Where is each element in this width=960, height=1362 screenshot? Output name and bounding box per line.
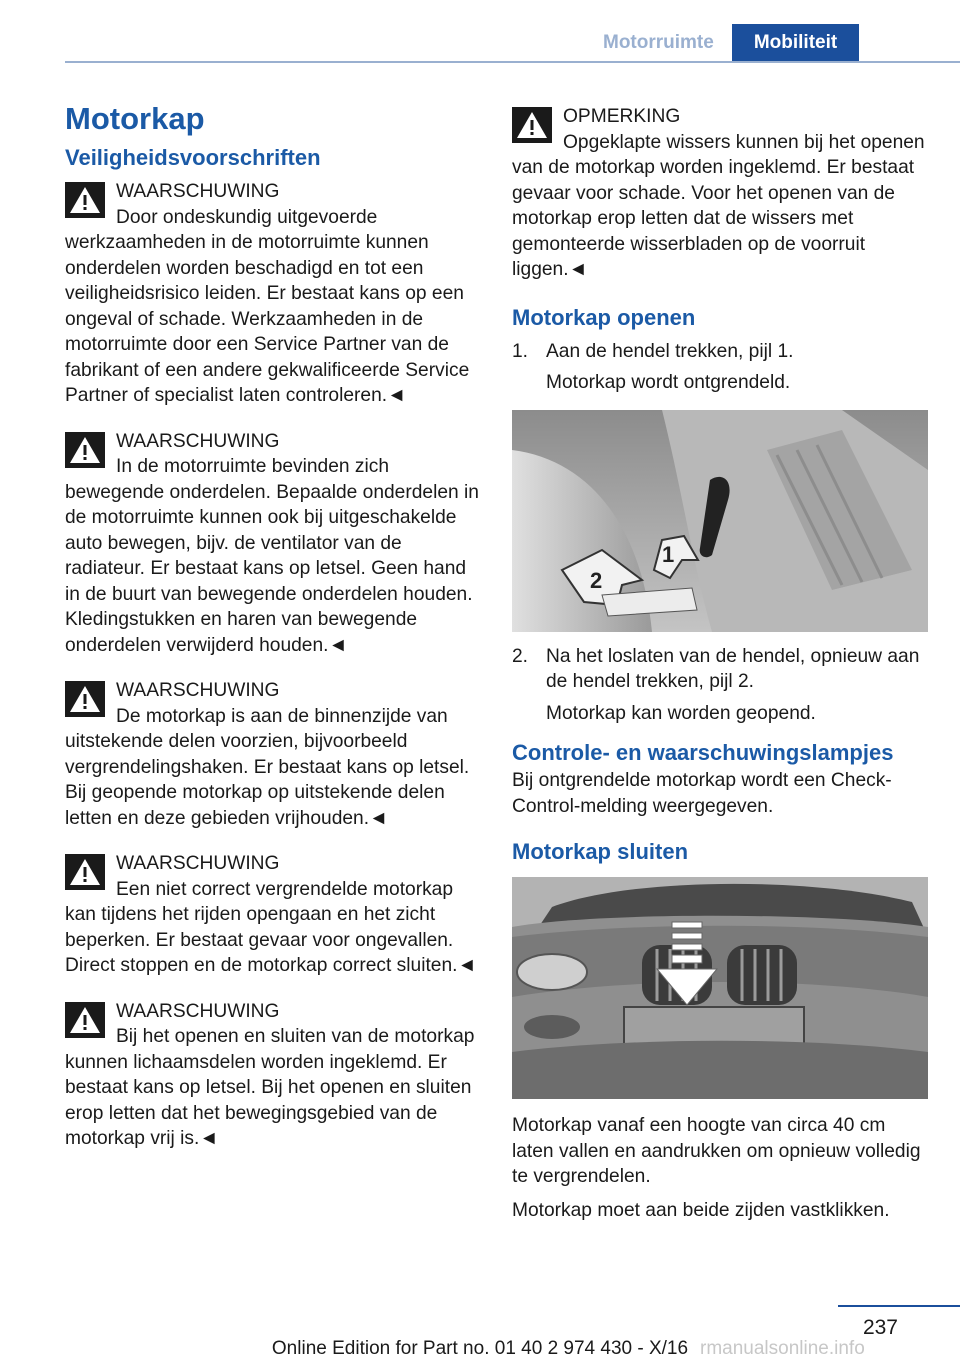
arrow-label-2: 2: [590, 567, 603, 593]
warning-triangle-icon: [65, 1002, 105, 1038]
warning-label: WAARSCHUWING: [116, 181, 280, 202]
lamps-text: Bij ontgrendelde motorkap wordt een Check-Control-melding weergegeven.: [512, 770, 892, 817]
section-heading-open: Motorkap openen: [512, 304, 696, 330]
warning-text: Bij het openen en sluiten van de motorkap kunnen lichaamsdelen worden ingeklemd. Er bestaat kans op letsel. Bij het openen en sluiten erop letten dat het bewegingsgebied van de motorkap vrij is.◄: [65, 1026, 475, 1149]
warning-label: WAARSCHUWING: [116, 680, 280, 701]
step-item: [512, 644, 932, 727]
warning-triangle-icon: [65, 182, 105, 218]
edition-text: Online Edition for Part no. 01 40 2 974 430 - X/16: [271, 1338, 689, 1359]
warning-text: De motorkap is aan de binnenzijde van uitstekende delen voorzien, bijvoorbeeld vergrendelingshaken. Er bestaat kans op letsel. Bij geopende motorkap op uitstekende delen letten en deze gebieden vrijhouden.◄: [65, 705, 470, 829]
warning-block: [65, 851, 485, 979]
warning-triangle-icon: [512, 107, 552, 143]
note-text: Opgeklapte wissers kunnen bij het openen van de motorkap worden ingeklemd. Er bestaat gevaar voor schade. Voor het openen van de motorkap erop letten dat de wissers met gemonteerde wisserbladen op de voorruit liggen.◄: [512, 131, 925, 280]
step-result: Motorkap kan worden geopend.: [546, 702, 816, 724]
step-number: 1.: [512, 340, 529, 362]
page-number: 237: [862, 1316, 898, 1339]
warning-block: [65, 429, 485, 659]
warning-block: [65, 678, 485, 831]
warning-block: [65, 179, 485, 409]
right-column: [512, 104, 932, 1223]
section-heading-safety: Veiligheidsvoorschriften: [65, 145, 321, 170]
hood-closing-image: [512, 877, 928, 1099]
warning-block: [65, 999, 485, 1152]
warning-label: WAARSCHUWING: [116, 1000, 280, 1022]
step-result: Motorkap wordt ontgrendeld.: [546, 372, 791, 393]
left-column: [65, 95, 485, 1152]
tab-mobiliteit[interactable]: Mobiliteit: [732, 24, 859, 61]
warning-text: Door ondeskundig uitgevoerde werkzaamheden in de motorruimte kunnen onderdelen worden beschadigd en tot een veiligheidsrisico leiden. Er bestaat kans op een ongeval of schade. Werkzaamheden in de motorruimte door een Service Partner van de fabrikant of een andere gekwalificeerde Service Partner of specialist laten controleren.◄: [65, 206, 470, 406]
warning-label: WAARSCHUWING: [116, 430, 280, 452]
step-item: [512, 339, 932, 396]
warning-triangle-icon: [65, 854, 105, 890]
hood-release-lever-image: [512, 410, 928, 632]
tab-motorruimte[interactable]: Motorruimte: [585, 24, 732, 61]
arrow-label-1: 1: [662, 541, 675, 567]
section-tabs: [585, 24, 859, 61]
header-divider: [65, 61, 960, 63]
page-title: Motorkap: [65, 101, 205, 136]
close-instruction: Motorkap vanaf een hoogte van circa 40 cm laten vallen en aandrukken om opnieuw volledig te vergrendelen.: [512, 1115, 921, 1187]
warning-label: WAARSCHUWING: [116, 853, 280, 874]
step-text: Aan de hendel trekken, pijl 1.: [546, 340, 794, 362]
note-block: [512, 104, 932, 283]
footer-divider: [838, 1305, 960, 1307]
step-number: 2.: [512, 645, 529, 667]
warning-triangle-icon: [65, 432, 105, 468]
section-heading-close: Motorkap sluiten: [512, 839, 689, 864]
note-label: OPMERKING: [563, 106, 681, 127]
section-heading-lamps: Controle- en waarschuwingslampjes: [512, 740, 894, 765]
close-note: Motorkap moet aan beide zijden vastklikken.: [512, 1199, 890, 1221]
watermark: rmanualsonline.info: [700, 1338, 865, 1359]
warning-text: In de motorruimte bevinden zich bewegende onderdelen. Bepaalde onderdelen in de motorruimte kunnen ook bij uitgeschakelde auto bewegen, bijv. de ventilator van de radiateur. Er bestaat kans op letsel. Geen hand in de buurt van bewegende onderdelen houden. Kledingstukken en haren van bewegende onderdelen verwijderd houden.◄: [65, 456, 479, 656]
step-text: Na het loslaten van de hendel, opnieuw aan de hendel trekken, pijl 2.: [546, 645, 920, 692]
warning-text: Een niet correct vergrendelde motorkap kan tijdens het rijden opengaan en het zicht beperken. Er bestaat gevaar voor ongevallen. Direct stoppen en de motorkap correct sluiten.◄: [65, 878, 477, 976]
warning-triangle-icon: [65, 681, 105, 717]
